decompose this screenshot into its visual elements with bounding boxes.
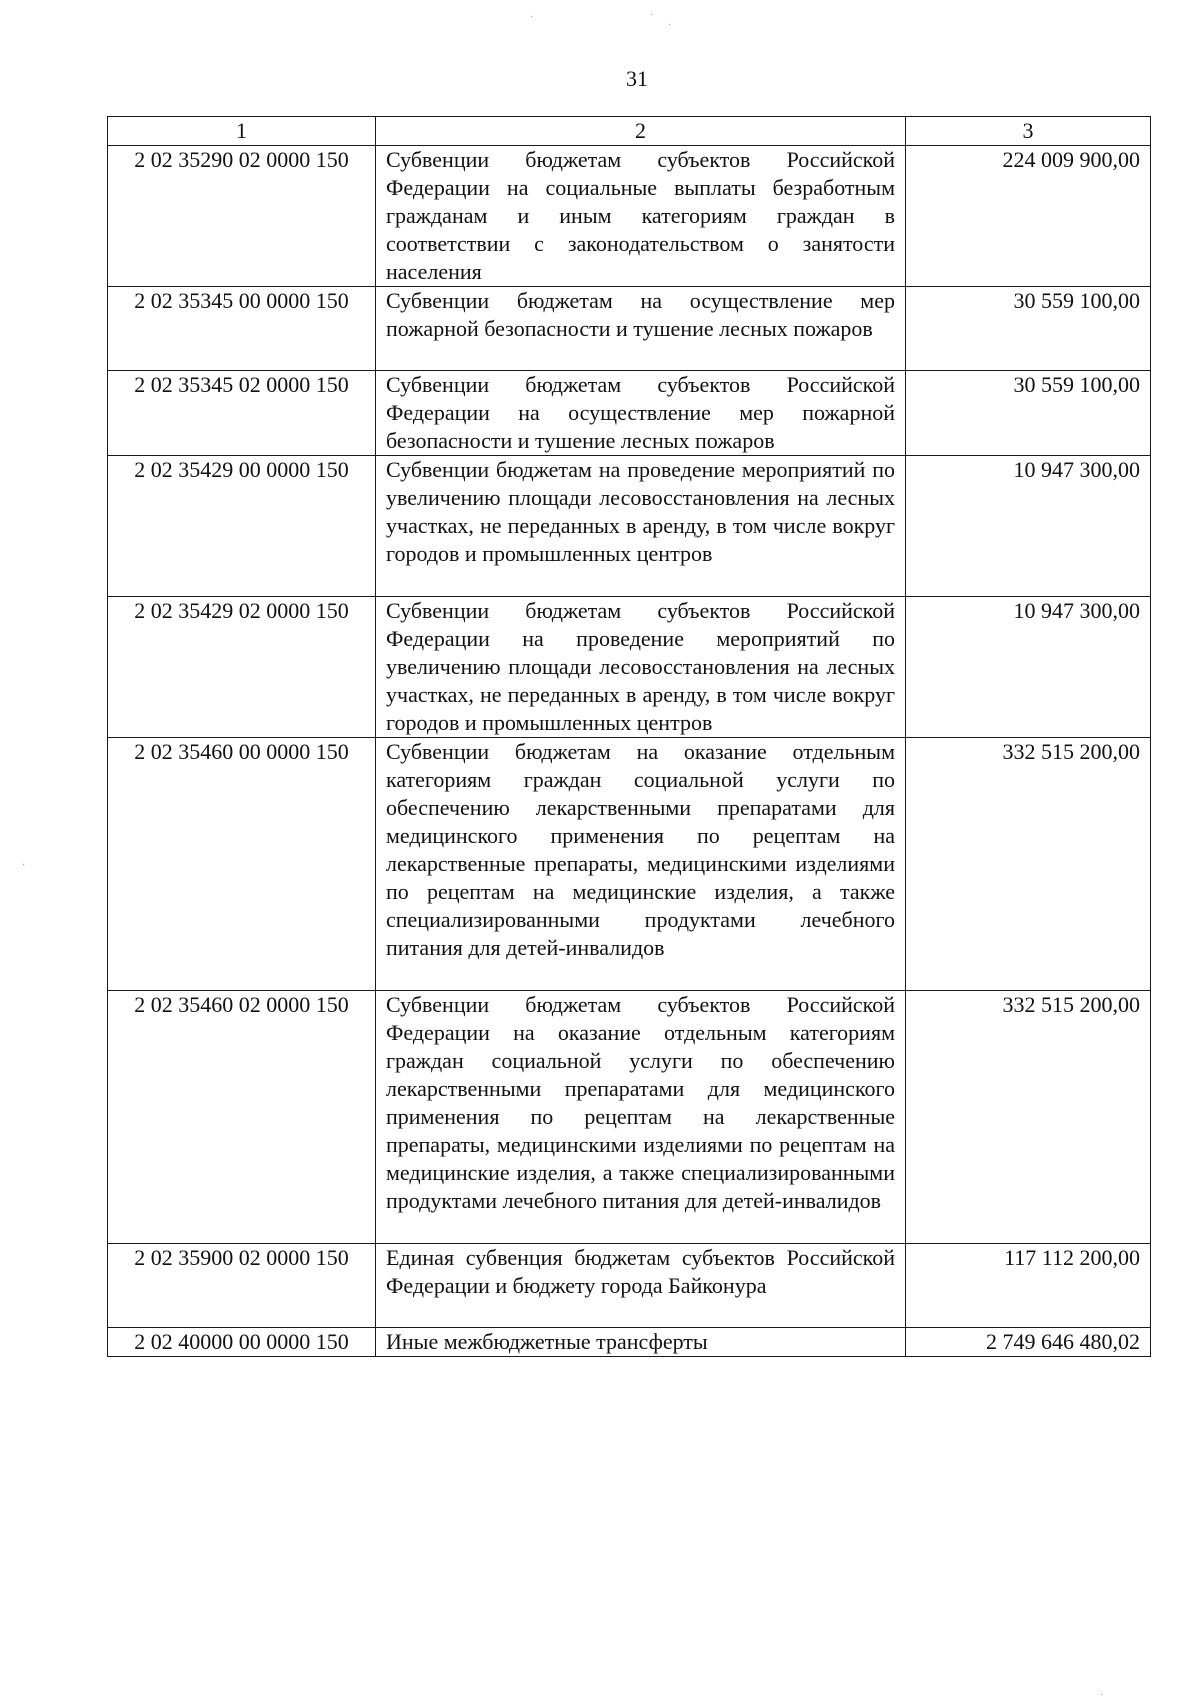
budget-table xyxy=(107,116,1151,1357)
scan-speckle: · xyxy=(1100,1690,1104,1701)
row-code: 2 02 40000 00 0000 150 xyxy=(108,1328,376,1357)
page-number: 31 xyxy=(626,66,648,91)
row-amount: 30 559 100,00 xyxy=(906,287,1151,371)
row-description: Субвенции бюджетам субъектов Российской Федерации на социальные выплаты безработным гражданам и иным категориям граждан в соответствии с законодательством о занятости населения xyxy=(376,146,906,287)
row-description: Субвенции бюджетам субъектов Российской Федерации на проведение мероприятий по увеличению площади лесовосстановления на лесных участках, не переданных в аренду, в том числе вокруг городов и промышленных центров xyxy=(376,597,906,738)
row-description: Субвенции бюджетам на оказание отдельным категориям граждан социальной услуги по обеспечению лекарственными препаратами для медицинского применения по рецептам на лекарственные препараты, медицинскими изделиями по рецептам на медицинские изделия, а также специализированными продуктами лечебного питания для детей-инвалидов xyxy=(376,738,906,991)
column-header-amount: 3 xyxy=(906,117,1151,146)
column-header-code: 1 xyxy=(108,117,376,146)
row-amount: 332 515 200,00 xyxy=(906,991,1151,1244)
row-amount: 2 749 646 480,02 xyxy=(906,1328,1151,1357)
table-row xyxy=(108,991,1151,1244)
column-header-description: 2 xyxy=(376,117,906,146)
row-code: 2 02 35429 00 0000 150 xyxy=(108,456,376,597)
row-amount: 224 009 900,00 xyxy=(906,146,1151,287)
row-description: Субвенции бюджетам субъектов Российской Федерации на осуществление мер пожарной безопасности и тушение лесных пожаров xyxy=(376,371,906,456)
row-description: Субвенции бюджетам субъектов Российской Федерации на оказание отдельным категориям граждан социальной услуги по обеспечению лекарственными препаратами для медицинского применения по рецептам на лекарственные препараты, медицинскими изделиями по рецептам на медицинские изделия, а также специализированными продуктами лечебного питания для детей-инвалидов xyxy=(376,991,906,1244)
row-amount: 332 515 200,00 xyxy=(906,738,1151,991)
row-code: 2 02 35900 02 0000 150 xyxy=(108,1244,376,1328)
row-code: 2 02 35429 02 0000 150 xyxy=(108,597,376,738)
row-code: 2 02 35290 02 0000 150 xyxy=(108,146,376,287)
row-amount: 10 947 300,00 xyxy=(906,456,1151,597)
row-code: 2 02 35460 00 0000 150 xyxy=(108,738,376,991)
scan-speckle: · xyxy=(530,12,534,23)
table-row xyxy=(108,371,1151,456)
row-code: 2 02 35345 02 0000 150 xyxy=(108,371,376,456)
row-amount: 30 559 100,00 xyxy=(906,371,1151,456)
scan-speckle: · xyxy=(22,860,26,871)
table-row xyxy=(108,738,1151,991)
scan-speckle: · xyxy=(650,10,654,21)
row-description: Субвенции бюджетам на осуществление мер пожарной безопасности и тушение лесных пожаров xyxy=(376,287,906,371)
row-description: Иные межбюджетные трансферты xyxy=(376,1328,906,1357)
row-amount: 117 112 200,00 xyxy=(906,1244,1151,1328)
table-row xyxy=(108,597,1151,738)
table-row xyxy=(108,1244,1151,1328)
table-row xyxy=(108,456,1151,597)
table-header-row xyxy=(108,117,1151,146)
row-code: 2 02 35460 02 0000 150 xyxy=(108,991,376,1244)
row-description: Единая субвенция бюджетам субъектов Российской Федерации и бюджету города Байконура xyxy=(376,1244,906,1328)
table-row xyxy=(108,1328,1151,1357)
scan-speckle: · xyxy=(668,20,672,31)
row-code: 2 02 35345 00 0000 150 xyxy=(108,287,376,371)
table-row xyxy=(108,287,1151,371)
row-description: Субвенции бюджетам на проведение мероприятий по увеличению площади лесовосстановления на лесных участках, не переданных в аренду, в том числе вокруг городов и промышленных центров xyxy=(376,456,906,597)
table-row xyxy=(108,146,1151,287)
row-amount: 10 947 300,00 xyxy=(906,597,1151,738)
